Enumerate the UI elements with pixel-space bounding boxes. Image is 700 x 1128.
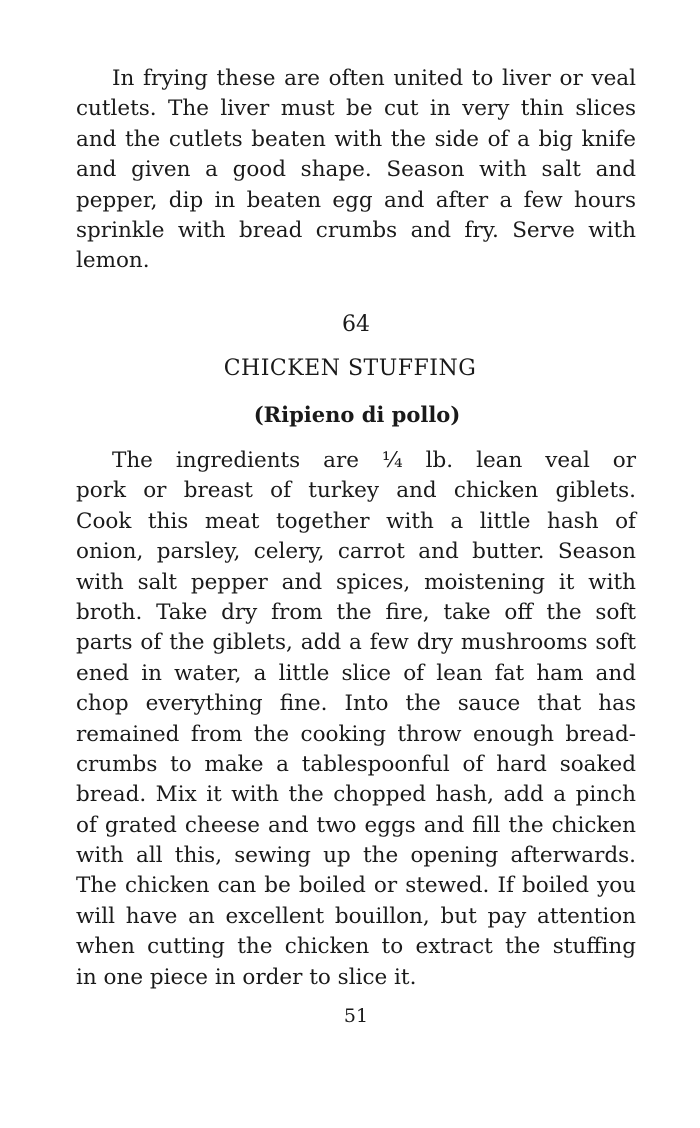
text-line: ened in water, a little slice of lean fat ham and [76,660,636,686]
text-line: bread. Mix it with the chopped hash, add a pinch [76,782,636,808]
text-line: and given a good shape. Season with salt and [76,157,636,183]
recipe-body [76,446,636,993]
text-line: chop everything fine. Into the sauce that has [76,691,636,717]
text-line: when cutting the chicken to extract the stuffing [76,934,636,960]
recipe-subtitle: (Ripieno di pollo) [253,402,461,427]
recipe-number: 64 [342,312,370,337]
text-line: crumbs to make a tablespoonful of hard soaked [76,751,636,777]
text-line: Cook this meat together with a little hash of [76,508,636,534]
text-line: remained from the cooking throw enough bread- [76,721,636,747]
text-line: cutlets. The liver must be cut in very thin slices [76,96,636,122]
intro-paragraph [76,64,636,277]
text-line: onion, parsley, celery, carrot and butter. Season [76,539,636,565]
text-line: parts of the giblets, add a few dry mushrooms soft [76,630,636,656]
text-line: pork or breast of turkey and chicken giblets. [76,478,636,504]
text-line: In frying these are often united to liver or veal [112,66,636,91]
text-line: of grated cheese and two eggs and fill the chicken [76,812,636,838]
text-line: will have an excellent bouillon, but pay attention [76,903,636,929]
text-line: in one piece in order to slice it. [76,964,417,990]
text-line: broth. Take dry from the fire, take off the soft [76,599,636,625]
text-line: lemon. [76,248,150,274]
page-number: 51 [343,1005,369,1027]
text-line: The chicken can be boiled or stewed. If boiled you [76,873,636,899]
text-line: and the cutlets beaten with the side of a big knife [76,126,636,152]
text-line: sprinkle with bread crumbs and fry. Serve with [76,217,636,243]
text-line: with all this, sewing up the opening afterwards. [76,843,636,869]
text-line: with salt pepper and spices, moistening it with [76,569,636,595]
text-line: pepper, dip in beaten egg and after a few hours [76,187,636,213]
text-line: The ingredients are ¼ lb. lean veal or [112,448,636,473]
recipe-title: CHICKEN STUFFING [223,356,477,381]
